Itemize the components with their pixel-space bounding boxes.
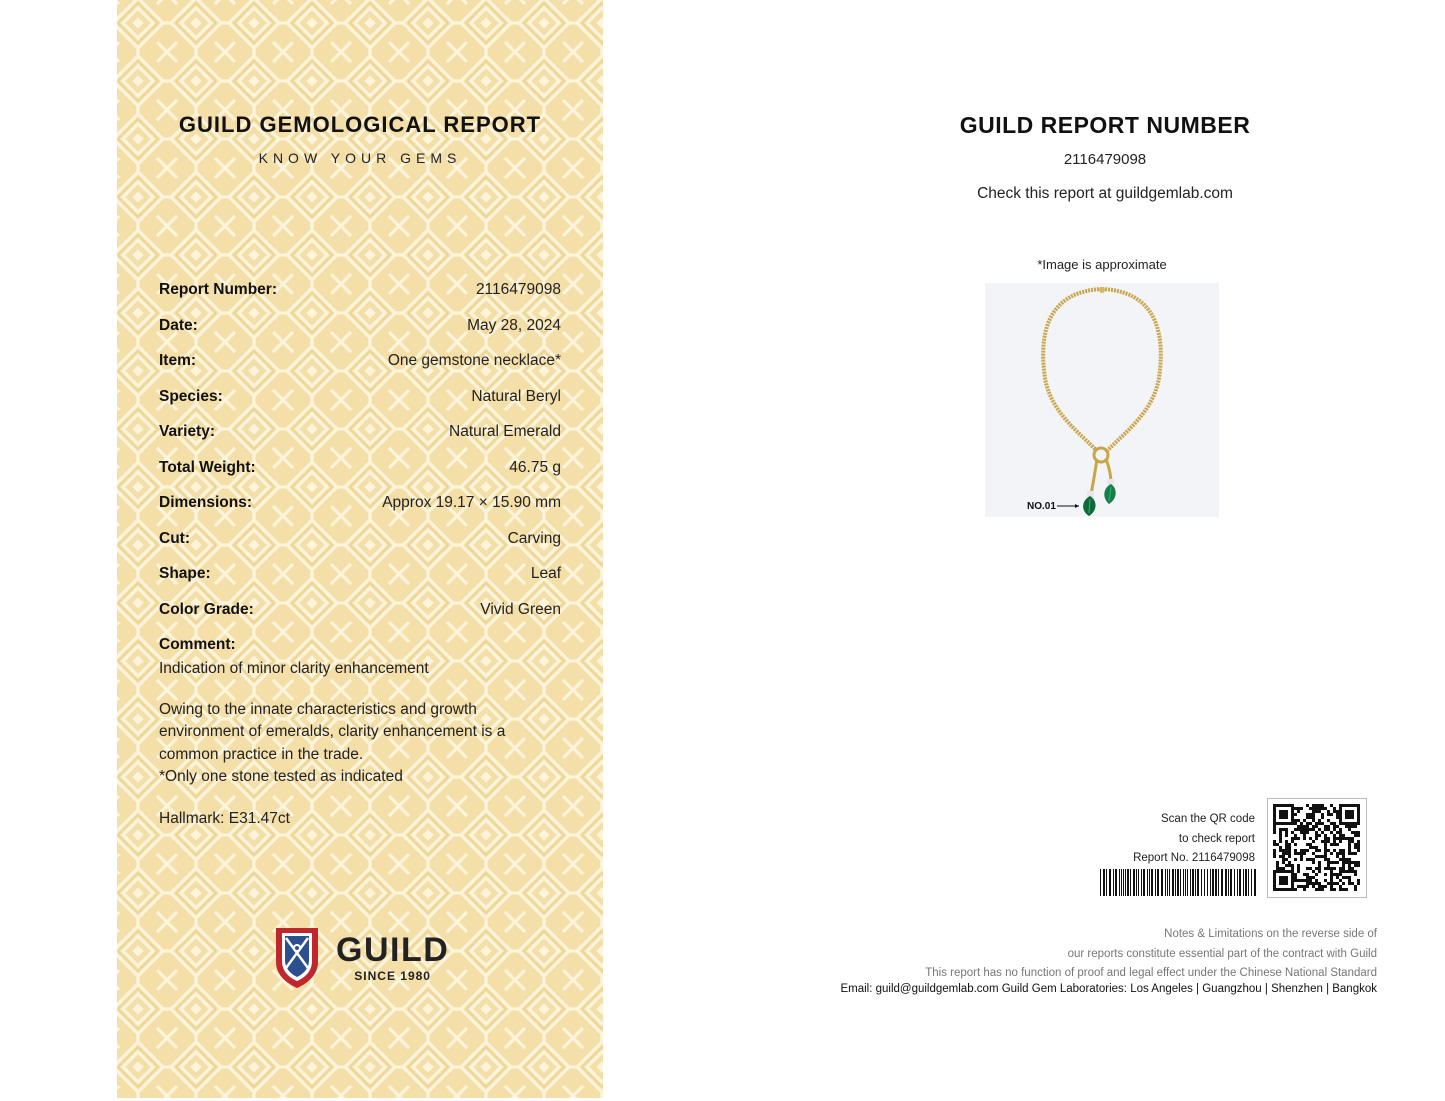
qr-code[interactable] bbox=[1267, 798, 1367, 898]
field-value: One gemstone necklace* bbox=[387, 352, 561, 369]
right-title: GUILD REPORT NUMBER bbox=[959, 112, 1251, 138]
guild-logo bbox=[272, 926, 472, 990]
report-title: GUILD GEMOLOGICAL REPORT bbox=[178, 112, 542, 137]
qr-line: Report No. 2116479098 bbox=[1133, 852, 1255, 864]
field-label: Species: bbox=[159, 387, 223, 405]
notes-line: Notes & Limitations on the reverse side of bbox=[1164, 928, 1377, 940]
image-note: *Image is approximate bbox=[1037, 257, 1167, 272]
field-label: Variety: bbox=[159, 423, 216, 440]
field-label: Total Weight: bbox=[159, 458, 256, 476]
logo-since: SINCE 1980 bbox=[354, 969, 431, 983]
field-dimensions bbox=[159, 494, 561, 530]
field-total-weight bbox=[159, 459, 561, 495]
logo-name: GUILD bbox=[336, 931, 450, 969]
barcode bbox=[1100, 869, 1256, 896]
comment-text: Indication of minor clarity enhancement bbox=[159, 660, 429, 677]
field-date bbox=[159, 317, 561, 353]
field-value: Carving bbox=[507, 529, 561, 547]
notes-line: This report has no function of proof and legal effect under the Chinese National Standard bbox=[925, 967, 1377, 979]
field-variety bbox=[159, 423, 561, 459]
qr-code-image bbox=[1268, 799, 1366, 897]
report-tagline: KNOW YOUR GEMS bbox=[258, 150, 462, 166]
field-species bbox=[159, 388, 561, 424]
qr-instructions bbox=[1070, 810, 1255, 869]
field-value: Natural Emerald bbox=[449, 423, 561, 440]
comment-line: Owing to the innate characteristics and growth bbox=[159, 701, 477, 718]
contact-info: Email: guild@guildgemlab.com Guild Gem Laboratories: Los Angeles | Guangzhou | Shenzhen | Bangkok bbox=[840, 983, 1377, 995]
comment-line: *Only one stone tested as indicated bbox=[159, 768, 403, 786]
field-label: Item: bbox=[159, 352, 197, 369]
field-value: Natural Beryl bbox=[471, 387, 561, 405]
comment-paragraph bbox=[159, 699, 561, 789]
field-value: Leaf bbox=[530, 565, 561, 582]
field-label: Dimensions: bbox=[159, 494, 253, 511]
comment-line: environment of emeralds, clarity enhancement is a bbox=[159, 723, 506, 741]
field-item bbox=[159, 352, 561, 388]
field-label: Color Grade: bbox=[159, 600, 254, 618]
field-shape bbox=[159, 565, 561, 601]
field-label: Shape: bbox=[159, 565, 211, 582]
field-report-number bbox=[159, 281, 561, 317]
certificate-panel bbox=[117, 0, 603, 1098]
necklace-image bbox=[985, 283, 1219, 517]
field-label: Cut: bbox=[159, 529, 190, 547]
field-label: Report Number: bbox=[159, 281, 277, 298]
field-color-grade bbox=[159, 601, 561, 637]
shield-icon bbox=[272, 926, 322, 990]
comment-line: common practice in the trade. bbox=[159, 745, 364, 763]
qr-line: Scan the QR code bbox=[1161, 813, 1255, 825]
hallmark: Hallmark: E31.47ct bbox=[159, 809, 290, 827]
field-value: Vivid Green bbox=[480, 600, 561, 618]
field-cut bbox=[159, 530, 561, 566]
field-value: 2116479098 bbox=[475, 281, 561, 298]
field-value: Approx 19.17 × 15.90 mm bbox=[382, 494, 561, 511]
field-value: May 28, 2024 bbox=[467, 316, 561, 334]
qr-line: to check report bbox=[1178, 832, 1255, 845]
right-report-number: 2116479098 bbox=[1063, 151, 1147, 168]
field-value: 46.75 g bbox=[509, 458, 561, 476]
stone-label: NO.01 bbox=[1027, 501, 1056, 512]
report-fields bbox=[159, 281, 561, 828]
check-report-text: Check this report at guildgemlab.com bbox=[977, 185, 1233, 202]
comment-label: Comment: bbox=[159, 636, 236, 653]
notes-line: our reports constitute essential part of the contract with Guild bbox=[1067, 947, 1377, 960]
necklace-photo bbox=[985, 283, 1219, 517]
field-label: Date: bbox=[159, 316, 198, 334]
notes-limitations bbox=[780, 925, 1377, 984]
